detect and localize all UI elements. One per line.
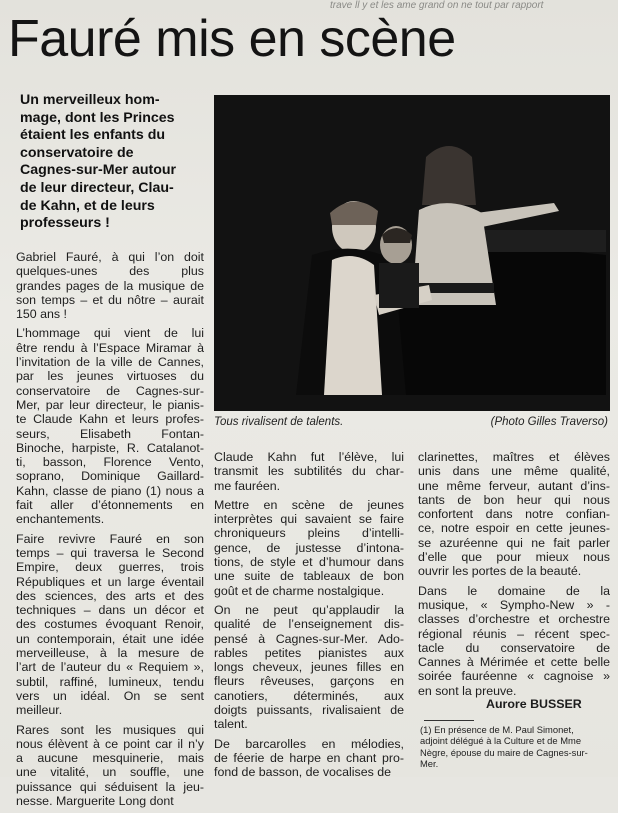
text-line: une suite de tableaux de bon [214,569,404,584]
lede-line: Un merveilleux hom- [20,92,160,108]
text-line: une même ferveur, autant d’ins- [418,478,610,493]
concert-photo-illustration [214,95,610,411]
text-line: une vitalité, un souffle, une [16,765,204,780]
text-line: par les jeunes virtuoses du [16,369,204,384]
text-line: l’art de l’auteur du « Requiem », [16,660,204,675]
text-line: fond de basson, de vocalises de [214,765,392,780]
text-line: Binoche, harpiste, R. Catalanot- [16,440,204,455]
text-line: enchantements. [16,512,105,527]
lede-line: Cagnes-sur-Mer autour [20,162,177,179]
text-line: un contemporain, était une idée [16,631,204,646]
text-line: régional réunis – récent spec- [418,626,610,641]
text-line: qualité de l’enseignement dis- [214,617,404,632]
text-line: merveilleuse, à la mesure de [16,646,204,661]
text-line: te Claude Kahn et leurs profes- [16,412,204,427]
text-line: fleurs rêveuses, garçons en [214,674,404,689]
lede-line: étaient les enfants du [20,127,166,144]
text-line: temps – qui traversa le Second [16,545,204,560]
text-line: longs cheveux, jeunes filles en [214,660,404,675]
text-line: Faire revivre Fauré en son [16,531,204,546]
article-photo [214,95,610,411]
text-line: transmit les subtilités du char- [214,464,404,479]
photo-credit: (Photo Gilles Traverso) [490,416,608,428]
paragraph [16,723,204,809]
text-line: clarinettes, maîtres et élèves [418,450,610,464]
paragraph [214,498,404,598]
text-line: tants de bon heur qui nous [418,492,610,507]
text-line: Rares sont les musiques qui [16,722,204,737]
paragraph [16,326,204,526]
text-line: nous élèvent à ce point car il n’y [16,736,204,751]
text-line: a aucune mesquinerie, mais [16,751,204,766]
text-line: confortent dans notre confian- [418,507,610,522]
text-line: L’hommage qui vient de lui [16,326,204,341]
text-line: De barcarolles en mélodies, [214,736,404,751]
text-line: nesse. Marguerite Long dont [16,793,174,808]
paragraph [214,450,404,493]
text-line: d’elle que pour mieux nous [418,550,610,565]
text-line: soprano, Dominique Gaillard- [16,469,204,484]
text-line: Mer, par leur directeur, le pianis- [16,397,204,412]
text-line: de féerie de harpe en chant pro- [214,750,404,765]
text-line: ouvrir les portes de la beauté. [418,564,582,579]
text-line: ce, notre espoir en cette jeunes- [418,521,610,536]
text-line: être rendu à l’Espace Miramar à [16,340,204,355]
article-column-1 [16,250,204,813]
photo-caption: Tous rivalisent de talents. [214,416,344,428]
bleed-through-text: trave ll y et les ame grand on ne tout par rapport [330,0,544,11]
footnote-line: Nègre, épouse du maire de Cagnes-sur- [420,746,588,758]
text-line: Gabriel Fauré, à qui l’on doit [16,250,204,264]
text-line: goût et de charme nostalgique. [214,583,385,598]
text-line: chroniqueurs pleins d’intelli- [214,526,404,541]
text-line: ti, basson, Florence Vento, [16,455,204,470]
text-line: soirée fauréenne « cagnoise » [418,669,610,684]
text-line: rables petites pianistes aux [214,645,404,660]
text-line: conservatoire de Cagnes-sur- [16,383,204,398]
footnote-line: (1) En présence de M. Paul Simonet, [420,724,574,735]
article-lede [20,92,206,233]
paragraph [16,532,204,718]
author-signature: Aurore BUSSER [486,697,582,711]
text-line: Mettre en scène de jeunes [214,497,404,512]
paragraph [418,450,610,579]
text-line: canotiers, déterminés, aux [214,688,404,703]
lede-line: mage, dont les Princes [20,109,175,126]
footnote [420,724,612,769]
text-line: grandes pages de la musique de [16,278,204,293]
lede-line: professeurs ! [20,215,110,232]
text-line: Kahn, classe de piano (1) nous a [16,483,204,498]
footnote-rule [424,720,474,721]
lede-line: de Kahn, et de leurs [20,197,155,214]
text-line: fait aller d’étonnements en [16,498,204,513]
text-line: Cannes à Mérimée et cette belle [418,655,610,670]
footnote-line: adjoint délégué à la Culture et de Mme [420,735,582,747]
text-line: Claude Kahn fut l’élève, lui [214,450,404,464]
article-headline: Fauré mis en scène [8,10,456,68]
text-line: vers un idéal. On se sent [16,688,204,703]
text-line: Républiques et un large éventail [16,574,204,589]
paragraph [418,584,610,698]
text-line: interprètes qui savaient se faire [214,512,404,527]
text-line: quelques-unes des plus [16,264,204,279]
text-line: talent. [214,717,248,732]
text-line: des sciences, des arts et des [16,588,204,603]
article-column-3 [418,450,610,703]
text-line: me fauréen. [214,478,281,493]
text-line: Empire, deux guerres, trois [16,560,204,575]
paragraph [214,737,404,780]
text-line: musique, « Sympho-New » - [418,597,610,612]
text-line: tions, de style et d’humour dans [214,555,404,570]
footnote-line: Mer. [420,757,439,769]
text-line: pensé à Cagnes-sur-Mer. Ado- [214,631,404,646]
text-line: Dans le domaine de la [418,583,610,598]
article-column-2 [214,450,404,785]
text-line: classes d’orchestre et orchestre [418,612,610,627]
text-line: l’invitation de la ville de Cannes, [16,355,204,370]
text-line: doigts puissants, rivalisaient de [214,703,404,718]
text-line: se azuréenne qui ne fait parler [418,535,610,550]
text-line: seurs, Elisabeth Fontan- [16,426,204,441]
text-line: des costumes évoquant Renoir, [16,617,204,632]
text-line: unis dans une même qualité, [418,464,610,479]
text-line: gence, de justesse d’intona- [214,540,404,555]
text-line: en sont la preuve. [418,683,517,698]
paragraph [214,603,404,732]
text-line: subtil, raffiné, lumineux, tendu [16,674,204,689]
text-line: On ne peut qu’applaudir la [214,602,404,617]
lede-line: de leur directeur, Clau- [20,179,174,196]
text-line: techniques – dans un décor et [16,603,204,618]
lede-line: conservatoire de [20,144,134,161]
text-line: 150 ans ! [16,307,67,322]
text-line: tacle du conservatoire de [418,640,610,655]
text-line: son temps – et du nôtre – aurait [16,292,204,307]
paragraph [16,250,204,321]
text-line: puissance qui séduisent la jeu- [16,779,204,794]
text-line: meilleur. [16,703,63,718]
